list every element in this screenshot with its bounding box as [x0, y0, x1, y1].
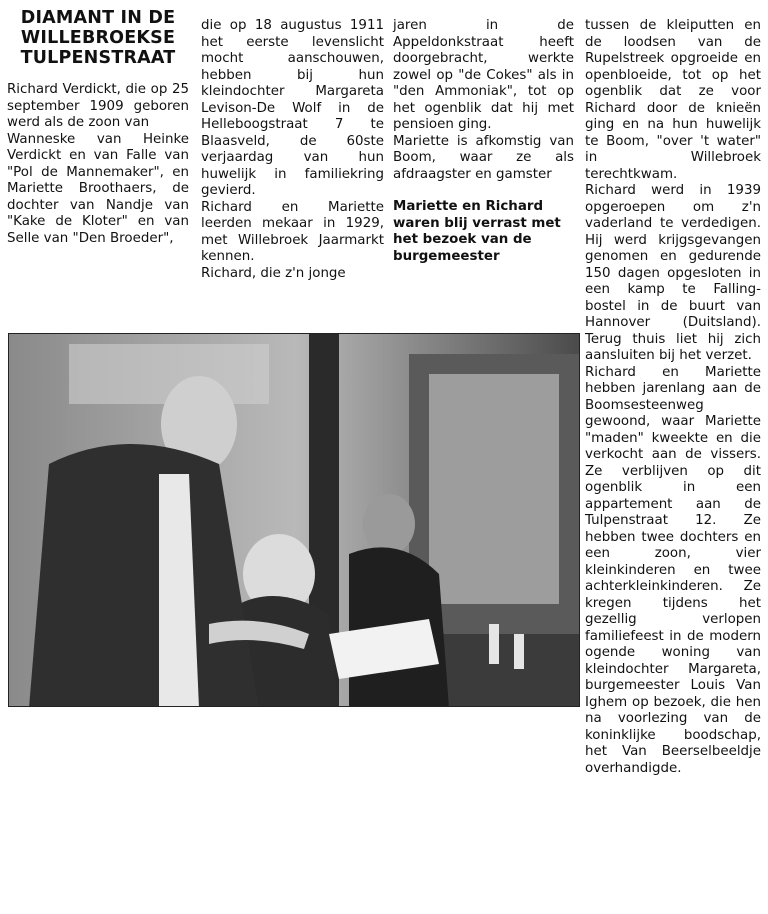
paragraph: jaren in de Appeldonkstraat heeft doorgebracht, werkte zowel op "de Cokes" als in "den Ammoniak", tot op het ogenblik dat hij met pensioen ging.: [393, 18, 574, 132]
headline-line-1: DIAMANT IN DE: [20, 8, 176, 28]
paragraph: Richard en Mariette leerden mekaar in 1929, met Willebroek Jaarmarkt kennen.: [201, 199, 384, 264]
paragraph: die op 18 augustus 1911 het eerste levenslicht mocht aanschouwen, hebben bij hun kleindochter Margareta Levison-De Wolf in de Helleboogstraat 7 te Blaasveld, de 60ste verjaardag van hun huwelijk in familiekring gevierd.: [201, 18, 384, 198]
paragraph: Richard en Mariette hebben jarenlang aan de Boomsesteenweg gewoond, waar Mariette "maden" kweekte en die verkocht aan de vissers. Ze verblijven op dit ogenblik in een appartement aan de Tulpenstraat 12. Ze hebben twee dochters en een zoon, vier kleinkinderen en twee achterkleinkinderen. Ze kregen tijdens het gezellig verlopen familiefeest in de modern ogende woning van kleindochter Margareta, burgemeester Louis Van Ighem op bezoek, die hen na voorlezing van de koninklijke boodschap, het Van Beerselbeeldje overhandigde.: [585, 364, 761, 776]
paragraph: Richard, die z'n jonge: [201, 265, 346, 281]
news-photo: [8, 333, 580, 707]
column-2: [201, 18, 384, 282]
paragraph: Richard Verdickt, die op 25 september 1909 geboren werd als de zoon van: [7, 82, 189, 130]
paragraph: Wanneske van Heinke Verdickt en van Falle van "Pol de Mannemaker", en Mariette Broothaers, de dochter van Nandje van "Kake de Kloter" en van Selle van "Den Broeder",: [7, 131, 189, 246]
column-4: [585, 18, 761, 777]
column-3: [393, 18, 574, 265]
paragraph: Richard werd in 1939 opgeroepen om z'n vaderland te verdedigen. Hij werd krijgsgevangen genomen en gedurende 150 dagen opgesloten in een kamp te Falling-bostel in de buurt van Hannover (Duitsland). Terug thuis liet hij zich aansluiten bij het verzet.: [585, 183, 761, 363]
column-1: [7, 0, 189, 247]
headline: [7, 0, 189, 68]
paragraph: tussen de kleiputten en de loodsen van de Rupelstreek opgroeide en openbloeide, tot op het ogenblik dat ze voor Richard door de knieën ging en na hun huwelijk te Boom, "over 't water" in Willebroek terechtkwam.: [585, 18, 761, 182]
paragraph: Mariette is afkomstig van Boom, waar ze als afdraagster en gamster: [393, 133, 574, 182]
photo-illustration: [9, 334, 580, 707]
photo-caption: Mariette en Richard waren blij verrast met het bezoek van de burgemeester: [393, 199, 561, 264]
headline-line-3: TULPENSTRAAT: [20, 48, 176, 68]
headline-line-2: WILLEBROEKSE: [20, 28, 176, 48]
